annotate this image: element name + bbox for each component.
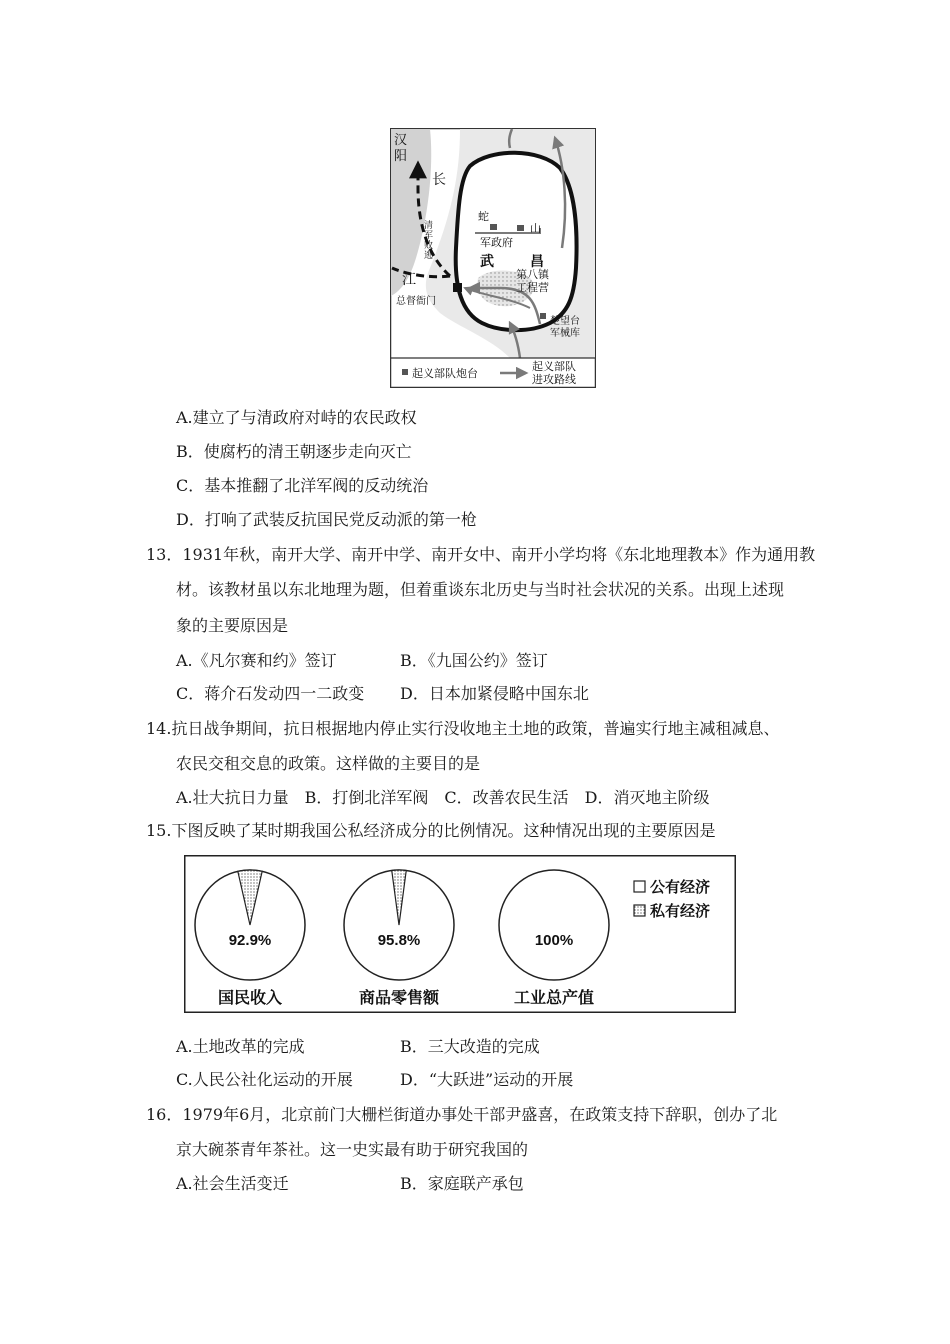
label-diba-1: 第八镇 — [516, 269, 549, 281]
q15-option-d: D．“大跃进”运动的开展 — [400, 1070, 574, 1089]
wuchang-uprising-map — [390, 128, 596, 388]
q13-option-d: D．日本加紧侵略中国东北 — [400, 684, 589, 703]
q13-stem-line2: 材。该教材虽以东北地理为题，但着重谈东北历史与当时社会状况的关系。出现上述现 — [176, 580, 785, 599]
pie-charts-svg — [184, 855, 736, 1013]
legend-private-swatch — [634, 905, 645, 916]
q16-option-a: A.社会生活变迁 — [176, 1174, 289, 1193]
q13-stem-line1: 13．1931年秋，南开大学、南开中学、南开女中、南开小学均将《东北地理教本》作为通用教 — [146, 545, 816, 564]
q14-stem-line1: 14.抗日战争期间，抗日根据地内停止实行没收地主土地的政策，普遍实行地主减租减息、 — [146, 719, 780, 738]
label-qingjun-4: 逃 — [424, 250, 434, 260]
legend-public-label: 公有经济 — [650, 879, 711, 896]
label-qingjun-1: 清 — [424, 220, 434, 230]
q14-options: A.壮大抗日力量 B．打倒北洋军阀 C．改善农民生活 D．消灭地主阶级 — [176, 788, 710, 807]
q12-option-b: B．使腐朽的清王朝逐步走向灭亡 — [176, 442, 412, 461]
label-hanyang-1: 汉 — [394, 132, 408, 147]
battery-marker-2 — [517, 225, 524, 231]
label-zongdu: 总督衙门 — [396, 296, 436, 307]
q13-option-b: B．《九国公约》签订 — [400, 651, 548, 670]
q15-stem-line1: 15.下图反映了某时期我国公私经济成分的比例情况。这种情况出现的主要原因是 — [146, 821, 716, 840]
q15-option-c: C.人民公社化运动的开展 — [176, 1070, 353, 1089]
label-chuwang-2: 军械库 — [550, 328, 580, 339]
q15-option-b: B．三大改造的完成 — [400, 1037, 540, 1056]
q16-option-b: B．家庭联产承包 — [400, 1174, 524, 1193]
q15-option-a: A.土地改革的完成 — [176, 1037, 305, 1056]
label-chang: 长 — [432, 173, 446, 188]
legend-public-swatch — [634, 881, 645, 892]
label-she: 蛇 — [478, 211, 489, 223]
q12-option-d: D．打响了武装反抗国民党反动派的第一枪 — [176, 510, 477, 529]
label-jiang: 江 — [402, 273, 416, 288]
battery-marker-3 — [540, 313, 546, 319]
label-qingjun-3: 败 — [424, 240, 434, 250]
q13-option-a: A.《凡尔赛和约》签订 — [176, 651, 337, 670]
legend-battery-swatch — [402, 369, 408, 375]
legend-private-label: 私有经济 — [650, 903, 711, 920]
pie-3-title: 工业总产值 — [513, 990, 595, 1007]
pie-2-percent-label: 95.8% — [377, 932, 421, 949]
legend-battery-label: 起义部队炮台 — [412, 368, 478, 380]
pie-3-public-slice — [499, 870, 609, 980]
economy-pie-charts — [184, 855, 736, 1013]
zongdu-yamen-marker — [453, 283, 462, 292]
pie-1-percent-label: 92.9% — [228, 932, 272, 949]
label-diba-2: 工程营 — [516, 282, 549, 294]
q12-option-c: C．基本推翻了北洋军阀的反动统治 — [176, 476, 429, 495]
q13-stem-line3: 象的主要原因是 — [176, 616, 289, 635]
map-svg — [390, 128, 596, 388]
q13-option-c: C．蒋介石发动四一二政变 — [176, 684, 365, 703]
label-chang2: 昌 — [530, 255, 544, 270]
legend-route-label-2: 进攻路线 — [532, 374, 576, 386]
battery-marker-1 — [490, 224, 497, 230]
q16-stem-line1: 16．1979年6月，北京前门大栅栏街道办事处干部尹盛喜，在政策支持下辞职，创办了北 — [146, 1105, 778, 1124]
label-qingjun-2: 军 — [424, 230, 434, 240]
q14-stem-line2: 农民交租交息的政策。这样做的主要目的是 — [176, 754, 481, 773]
legend-route-label-1: 起义部队 — [532, 361, 576, 373]
label-shan: 山 — [530, 223, 541, 235]
pie-3-percent-label: 100% — [534, 932, 574, 949]
q12-option-a: A.建立了与清政府对峙的农民政权 — [176, 408, 417, 427]
label-wu: 武 — [480, 255, 494, 270]
label-junzhengfu: 军政府 — [480, 237, 513, 249]
pie-2-title: 商品零售额 — [358, 990, 440, 1007]
label-hanyang-2: 阳 — [394, 148, 408, 163]
label-chuwang-1: 楚望台 — [550, 316, 580, 327]
q16-stem-line2: 京大碗茶青年茶社。这一史实最有助于研究我国的 — [176, 1140, 529, 1159]
pie-1-title: 国民收入 — [217, 990, 283, 1007]
